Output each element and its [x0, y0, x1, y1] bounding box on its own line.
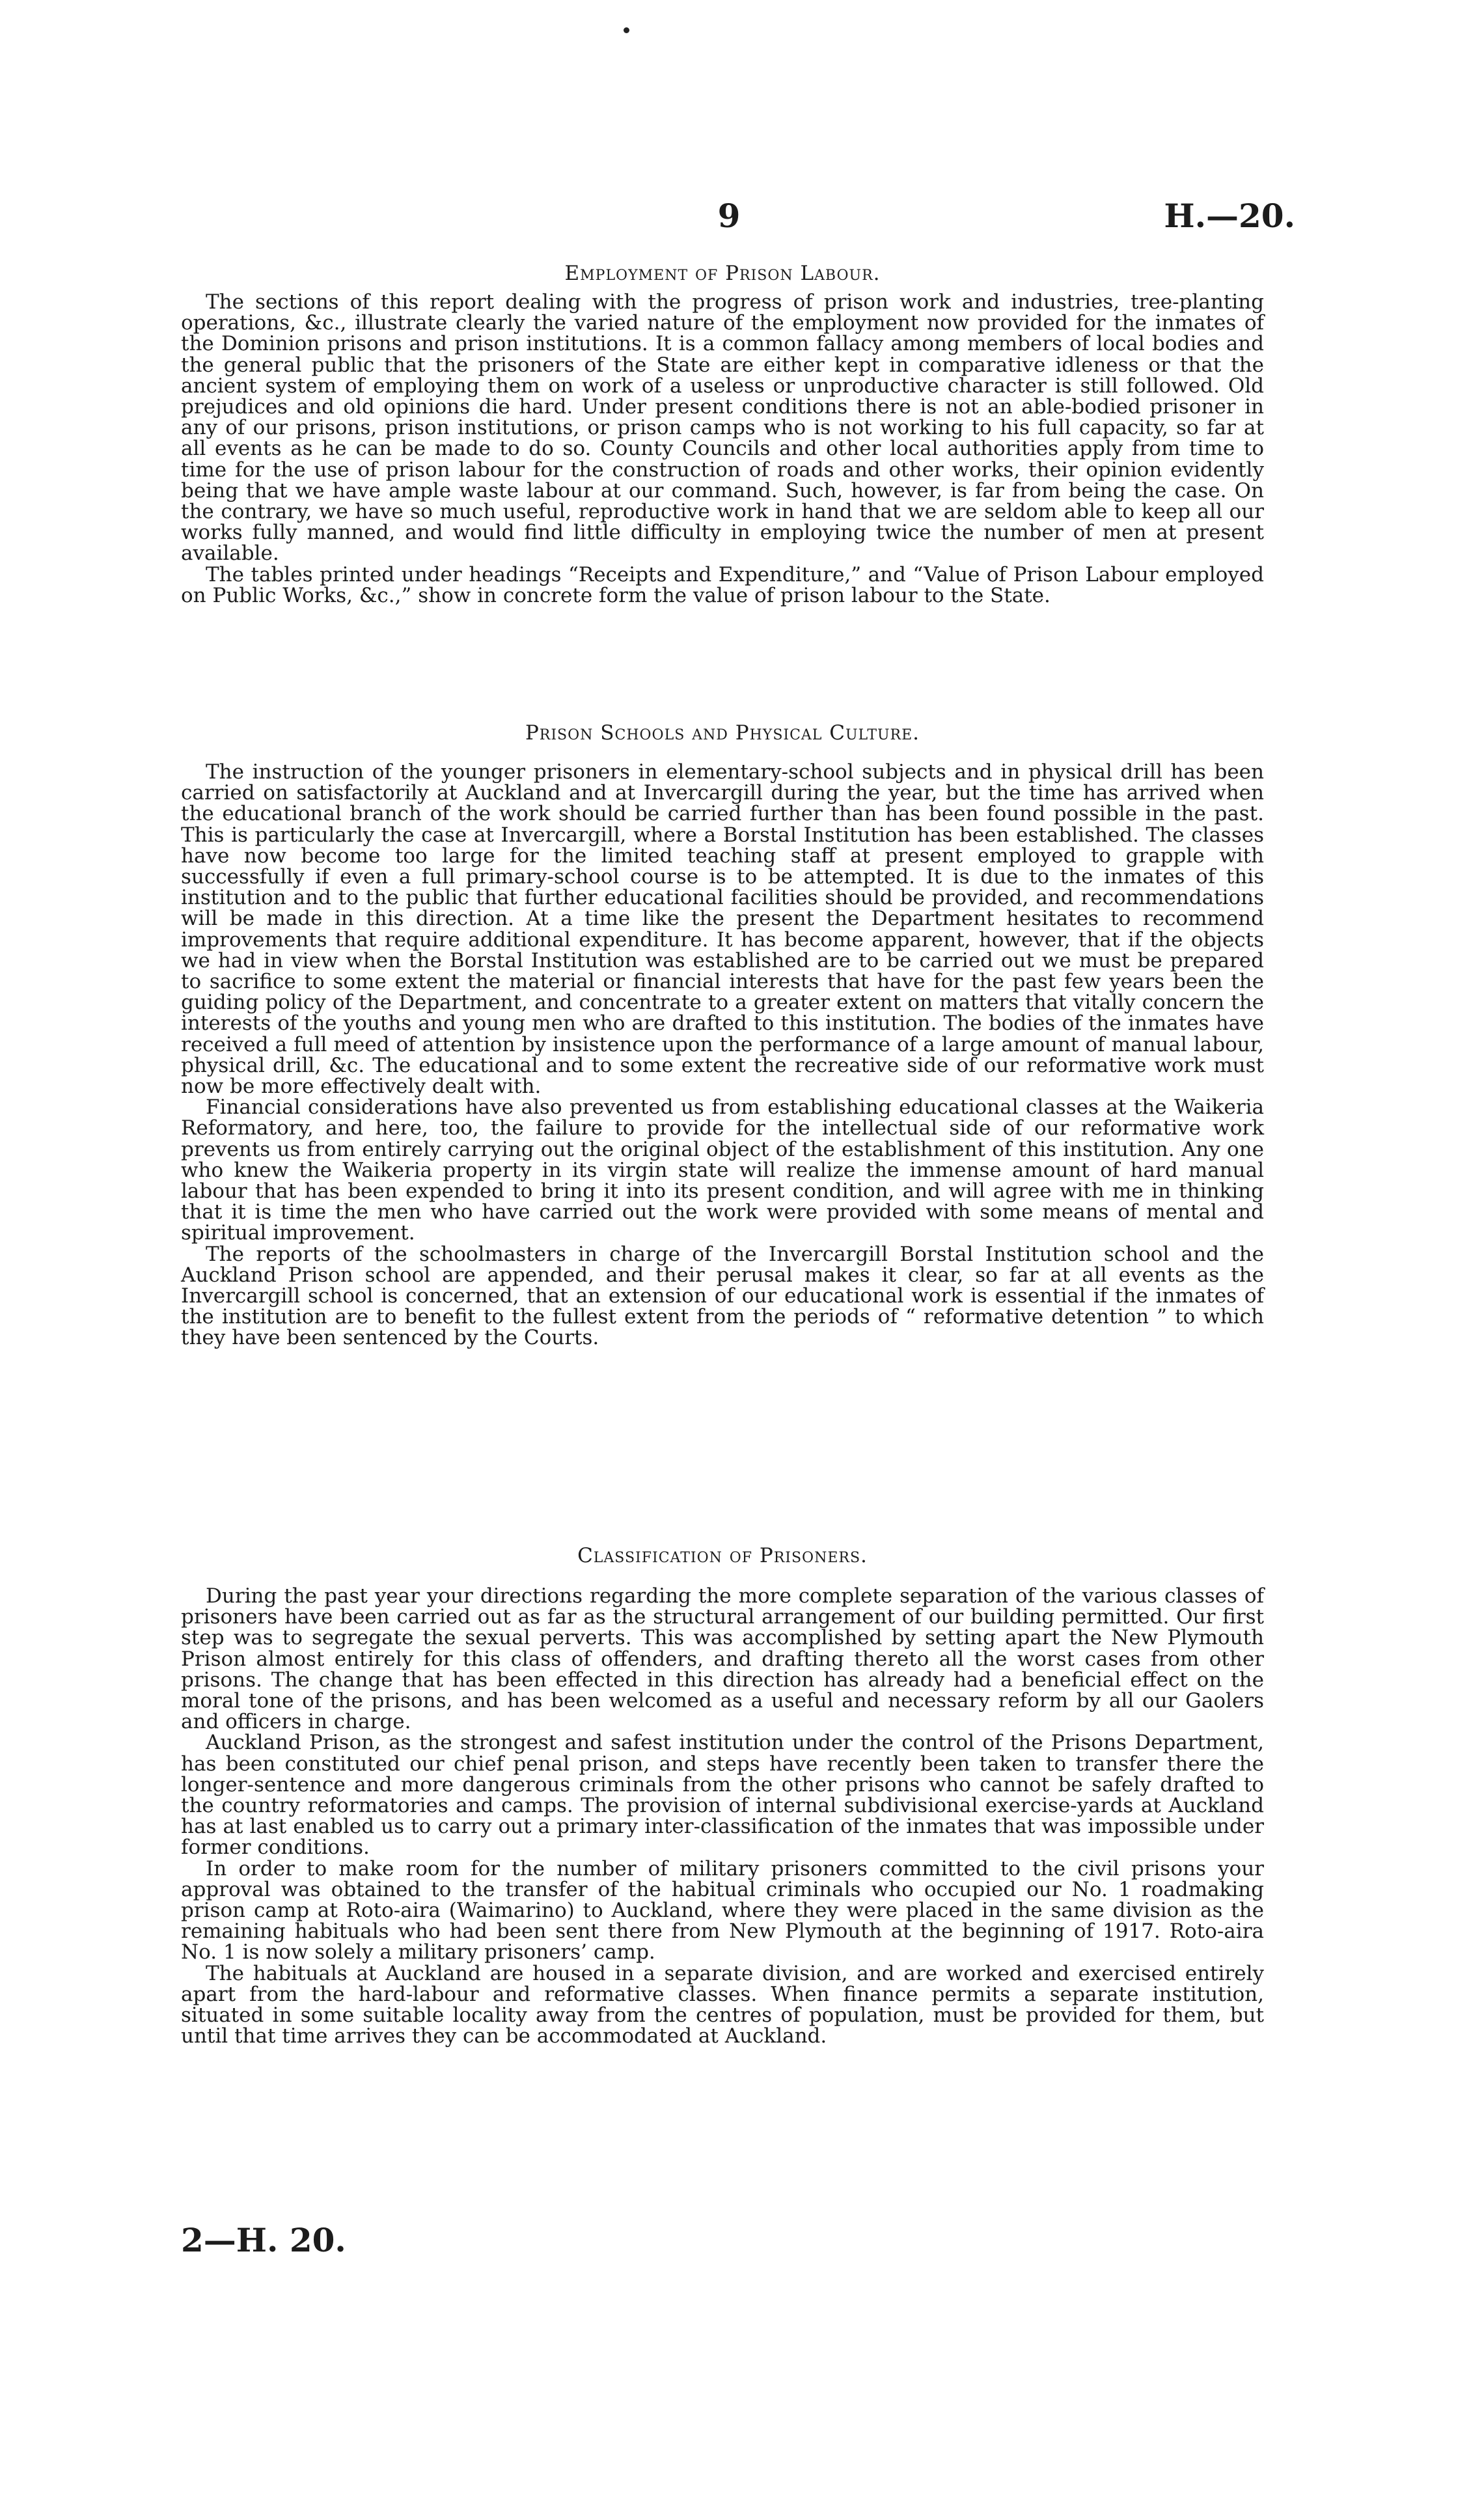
paragraph: The sections of this report dealing with the progress of prison work and industries, tree-planting operations, &c., illustrate clearly the varied nature of the employment now provided for the inmates of the Dominion prisons and prison institutions. It is a common fallacy among members of local bodies and the general public that the prisoners of the State are either kept in comparative idleness or that the ancient system of employing them on work of a useless or unproductive character is still followed. Old prejudices and old opinions die hard. Under present conditions there is not an able-bodied prisoner in any of our prisons, prison institutions, or prison camps who is not working to his full capacity, so far at all events as he can be made to do so. County Councils and other local authorities apply from time to time for the use of prison labour for the construction of roads and other works, their opinion evidently being that we have ample waste labour at our command. Such, however, is far from being the case. On the contrary, we have so much useful, reproductive work in hand that we are seldom able to keep all our works fully manned, and would find little difficulty in employing twice the number of men at present available.	[181, 290, 1264, 566]
paragraph: In order to make room for the number of military prisoners committed to the civil prisons your approval was obtained to the transfer of the habitual criminals who occupied our No. 1 roadmaking prison camp at Roto-aira (Waimarino) to Auckland, where they were placed in the same division as the remaining habituals who had been sent there from New Plymouth at the beginning of 1917. Roto-aira No. 1 is now solely a military prisoners’ camp.	[181, 1856, 1264, 1964]
section-employment-body	[181, 292, 1264, 606]
page-number: 9	[717, 197, 741, 235]
paragraph: Auckland Prison, as the strongest and safest institution under the control of the Prisons Department, has been constituted our chief penal prison, and steps have recently been taken to transfer there the longer-sentence and more dangerous criminals from the other prisons who cannot be safely drafted to the country reformatories and camps. The provision of internal subdivisional exercise-yards at Auckland has at last enabled us to carry out a primary inter-classification of the inmates that was impossible under former conditions.	[181, 1731, 1264, 1860]
print-speck	[624, 27, 629, 33]
section-heading: Classification of Prisoners.	[577, 1544, 868, 1567]
section-schools	[181, 721, 1264, 745]
section-employment	[181, 262, 1264, 285]
paragraph: The reports of the schoolmasters in charge of the Invercargill Borstal Institution school and the Auckland Prison school are appended, and their perusal makes it clear, so far at all events as the Invercargill school is concerned, that an extension of our educational work is essential if the inmates of the institution are to benefit to the fullest extent from the periods of “ reformative detention ” to which they have been sentenced by the Courts.	[181, 1242, 1264, 1350]
section-heading: Employment of Prison Labour.	[564, 262, 881, 285]
paragraph: The habituals at Auckland are housed in a separate division, and are worked and exercised entirely apart from the hard-labour and reformative classes. When finance permits a separate institution, situated in some suitable locality away from the centres of population, must be provided for them, but until that time arrives they can be accommodated at Auckland.	[181, 1961, 1264, 2048]
paragraph: During the past year your directions regarding the more complete separation of the various classes of prisoners have been carried out as far as the structural arrangement of our building permitted. Our first step was to segregate the sexual perverts. This was accomplished by setting apart the New Plymouth Prison almost entirely for this class of offenders, and drafting thereto all the worst cases from other prisons. The change that has been effected in this direction has already had a beneficial effect on the moral tone of the prisons, and has been welcomed as a useful and necessary reform by all our Gaolers and officers in charge.	[181, 1584, 1264, 1734]
section-schools-body	[181, 762, 1264, 1349]
paragraph: Financial considerations have also prevented us from establishing educational classes at the Waikeria Reformatory, and here, too, the failure to provide for the intellectual side of our reformative work prevents us from entirely carrying out the original object of the establishment of this institution. Any one who knew the Waikeria property in its virgin state will realize the immense amount of hard manual labour that has been expended to bring it into its present condition, and will agree with me in thinking that it is time the men who have carried out the work were provided with some means of mental and spiritual improvement.	[181, 1095, 1264, 1245]
document-reference: H.—20.	[1164, 197, 1295, 235]
section-classification	[181, 1544, 1264, 1567]
section-heading: Prison Schools and Physical Culture.	[525, 721, 920, 745]
footer-signature: 2—H. 20.	[181, 2221, 346, 2259]
paragraph: The instruction of the younger prisoners in elementary-school subjects and in physical drill has been carried on satisfactorily at Auckland and at Invercargill during the year, but the time has arrived when the educational branch of the work should be carried further than has been found possible in the past. This is particularly the case at Invercargill, where a Borstal Institution has been established. The classes have now become too large for the limited teaching staff at present employed to grapple with successfully if even a full primary-school course is to be attempted. It is due to the inmates of this institution and to the public that further educational facilities should be provided, and recommendations will be made in this direction. At a time like the present the Department hesitates to recommend improvements that require additional expenditure. It has become apparent, however, that if the objects we had in view when the Borstal Institution was established are to be carried out we must be prepared to sacrifice to some extent the material or financial interests that have for the past few years been the guiding policy of the Department, and concentrate to a greater extent on matters that vitally concern the interests of the youths and young men who are drafted to this institution. The bodies of the inmates have received a full meed of attention by insistence upon the performance of a large amount of manual labour, physical drill, &c. The educational and to some extent the recreative side of our reformative work must now be more effectively dealt with.	[181, 760, 1264, 1099]
paragraph: The tables printed under headings “Receipts and Expenditure,” and “Value of Prison Labour employed on Public Works, &c.,” show in concrete form the value of prison labour to the State.	[181, 562, 1264, 607]
section-classification-body	[181, 1586, 1264, 2046]
